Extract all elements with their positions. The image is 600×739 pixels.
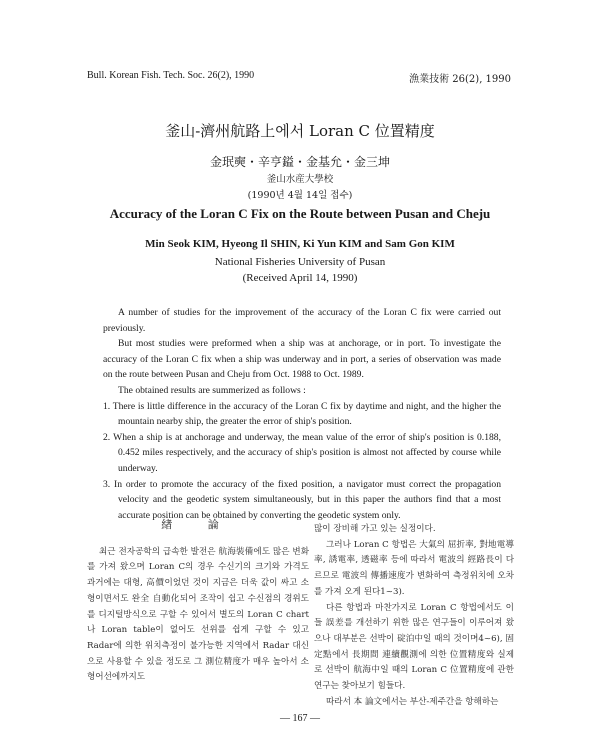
abstract-result-item: 1. There is little difference in the accuracy of the Loran C fix by daytime and night, and the higher the mountain nearby ship, the greater the error of ship's position.: [103, 400, 501, 428]
abstract-paragraph: The obtained results are summerized as follows :: [118, 384, 306, 396]
abstract-result-item: 3. In order to promote the accuracy of the fixed position, a navigator must correct the propagation velocity and the geodetic system simultaneously, but in this paper the authors find that a most accurate position can be obtained by converting the geodetic system only.: [103, 478, 501, 521]
journal-header-left: Bull. Korean Fish. Tech. Soc. 26(2), 1990: [87, 70, 255, 81]
received-date-korean: (1990년 4월 14일 접수): [247, 190, 353, 201]
page-number: — 167 —: [280, 713, 320, 724]
body-paragraph: 많이 장비해 가고 있는 실정이다.: [314, 524, 436, 534]
affiliation-korean: 釜山水産大學校: [266, 174, 334, 185]
body-paragraph: 최근 전자공학의 급속한 발전은 航海裝備에도 많은 변화를 가져 왔으며 Loran C의 경우 수신기의 크기와 가격도 과거에는 대형, 高價이었던 것이 지금은 더욱 값이 싸고 소형이면서도 완全 自動化되어 조작이 쉽고 수신점의 경위도를 디지털방식으로 구할 수 있어서 별도의 Loran C chart나 Loran table이 없어도 선위를 쉽게 구할 수 있고 Radar에 의한 위치측정이 불가능한 지역에서 Radar 대신으로 사용할 수 있을 정도로 그 測位精度가 매우 높아서 소형어선에까지도: [87, 546, 309, 683]
received-date-english: (Received April 14, 1990): [242, 272, 358, 284]
affiliation-english: National Fisheries University of Pusan: [214, 256, 386, 268]
body-paragraph: 그러나 Loran C 항법은 大氣의 屈折率, 對地電導率, 誘電率, 透磁率 등에 따라서 電波의 經路長이 다르므로 電波의 傳播速度가 변화하여 측정위치에 오차를 가져 오게 된다1~3).: [314, 539, 514, 597]
body-paragraph: 다른 항법과 마찬가지로 Loran C 항법에서도 이들 誤差를 개선하기 위한 많은 연구들이 이루어져 왔으나 대부분은 선박이 碇泊中일 때의 것이며4~6), 固定點에서 長期間 連續觀測에 의한 位置精度와 실제로 선박이 航海中일 때의 Loran C 位置精度에 관한 연구는 찾아보기 힘들다.: [314, 602, 514, 692]
body-column-right: [314, 522, 514, 710]
abstract-result-item: 2. When a ship is at anchorage and underway, the mean value of the error of ship's position is 0.188, 0.452 miles respectively, and the accuracy of ship's position is almost not affected by course while underway.: [103, 431, 501, 474]
body-paragraph: 따라서 本 論文에서는 부산-제주간을 항해하는: [326, 696, 499, 707]
abstract-results-list: [103, 399, 501, 524]
title-korean: 釜山-濟州航路上에서 Loran C 位置精度: [165, 122, 435, 140]
authors-english: Min Seok KIM, Hyeong Il SHIN, Ki Yun KIM and Sam Gon KIM: [145, 238, 455, 250]
section-title-introduction: 緖 論: [161, 518, 235, 531]
abstract-paragraph: A number of studies for the improvement of the accuracy of the Loran C fix were carried out previously.: [103, 307, 501, 334]
title-english: Accuracy of the Loran C Fix on the Route between Pusan and Cheju: [109, 206, 491, 221]
authors-korean: 金珉奭・辛亨鎰・金基允・金三坤: [209, 155, 390, 169]
journal-header-right: 漁業技術 26(2), 1990: [409, 74, 511, 85]
abstract: [103, 305, 501, 523]
body-column-left: [87, 515, 309, 686]
abstract-paragraph: But most studies were preformed when a ship was at anchorage, or in port. To investigate the accuracy of the Loran C fix when a ship was underway and in port, a series of observation was made on the route between Pusan and Cheju from Oct. 1988 to Oct. 1989.: [103, 338, 501, 381]
